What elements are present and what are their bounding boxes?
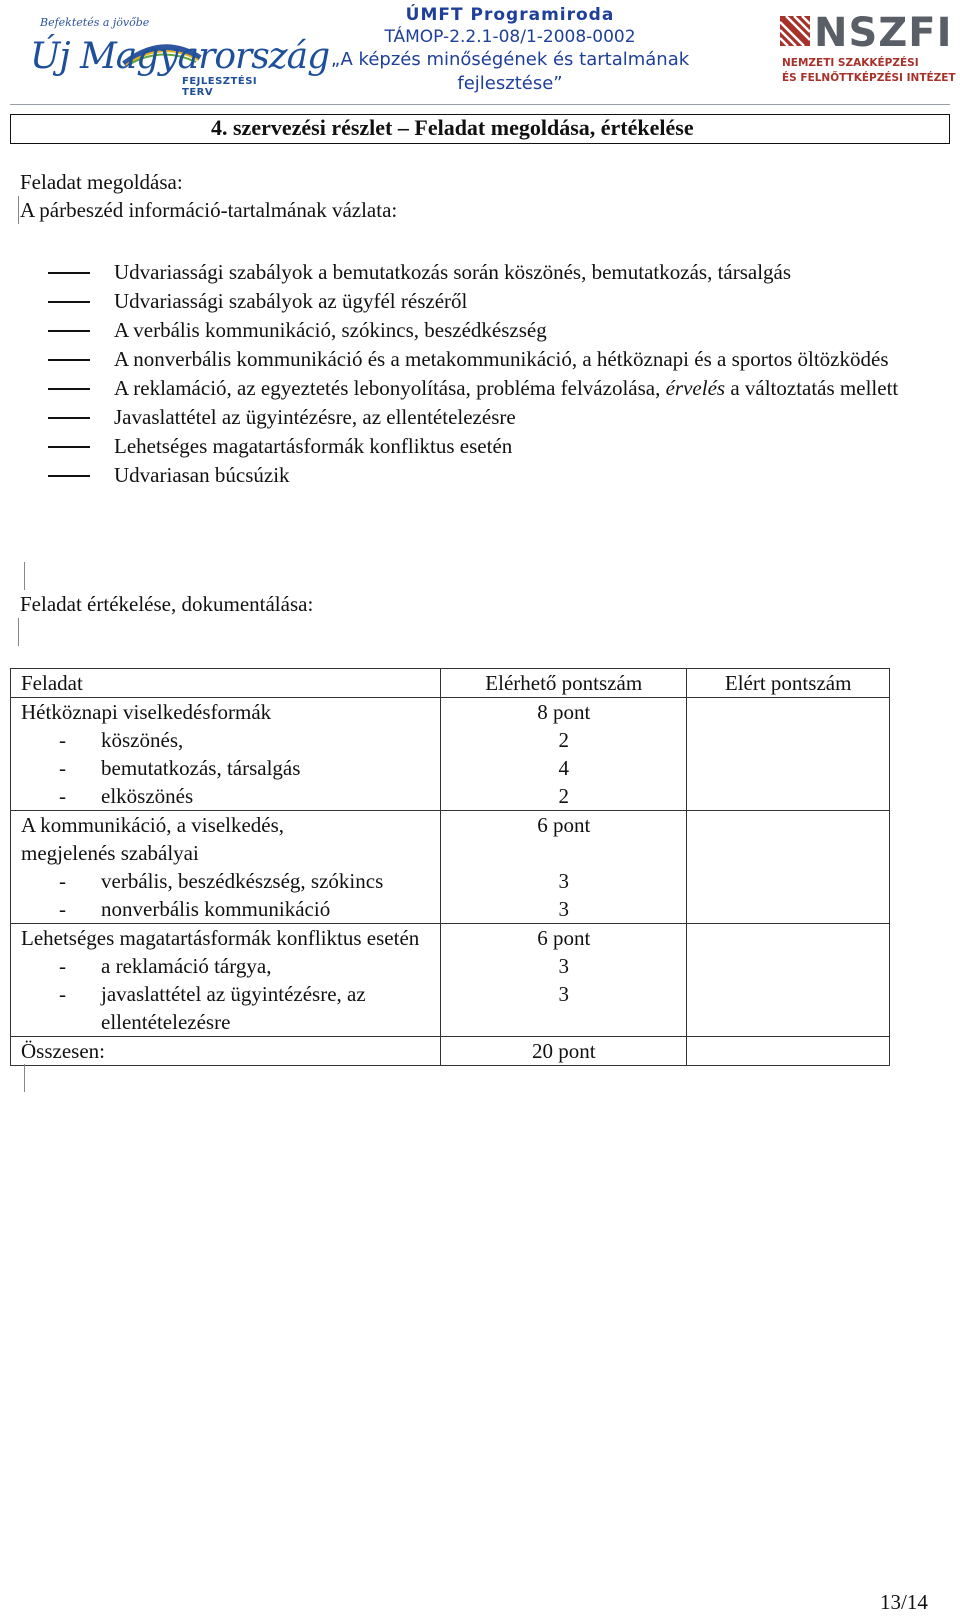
- list-item: Javaslattétel az ügyintézésre, az ellentételezésre: [48, 403, 948, 432]
- dash-bullet: [48, 272, 90, 274]
- evaluation-heading: Feladat értékelése, dokumentálása:: [20, 592, 314, 616]
- achieved-total-cell[interactable]: [687, 1037, 890, 1066]
- total-points: 20 pont: [441, 1037, 687, 1066]
- logo-subtitle: FEJLESZTÉSI TERV: [182, 76, 258, 98]
- italic-word: érvelés: [665, 376, 726, 400]
- program-title-line1: „A képzés minőségének és tartalmának: [330, 49, 690, 70]
- list-item: A verbális kommunikáció, szókincs, beszédkészség: [48, 316, 948, 345]
- table-row: Hétköznapi viselkedésformák 8 pont: [11, 698, 890, 727]
- list-item: Udvariassági szabályok az ügyfél részéről: [48, 287, 948, 316]
- table-row: - javaslattétel az ügyintézésre, az ellentételezésre 3: [11, 980, 890, 1037]
- nszfi-line2: ÉS FELNŐTTKÉPZÉSI INTÉZET: [782, 72, 956, 84]
- outline-list: [48, 258, 948, 490]
- achieved-score-cell[interactable]: [687, 924, 890, 953]
- header-divider: [10, 104, 950, 105]
- list-item: Udvariassági szabályok a bemutatkozás során köszönés, bemutatkozás, társalgás: [48, 258, 948, 287]
- nszfi-logo: [780, 10, 956, 92]
- program-office: ÚMFT Programiroda: [405, 5, 615, 25]
- solution-heading: Feladat megoldása:: [20, 170, 183, 194]
- list-item: A reklamáció, az egyeztetés lebonyolítása, probléma felvázolása, érvelés a változtatás mellett: [48, 374, 948, 403]
- table-header-row: [11, 669, 890, 698]
- program-title-line2: fejlesztése”: [457, 73, 563, 94]
- text-cursor-mark: [24, 562, 25, 590]
- dash-bullet: [48, 388, 90, 390]
- nszfi-line1: NEMZETI SZAKKÉPZÉSI: [782, 57, 919, 69]
- table-row: - nonverbális kommunikáció 3: [11, 895, 890, 924]
- table-row: Lehetséges magatartásformák konfliktus esetén 6 pont: [11, 924, 890, 953]
- table-row: - köszönés, 2: [11, 726, 890, 754]
- column-header: Elérhető pontszám: [441, 669, 687, 698]
- nszfi-name: NSZFI: [814, 10, 953, 56]
- achieved-score-cell[interactable]: [687, 698, 890, 727]
- dash-bullet: [48, 359, 90, 361]
- list-item: A nonverbális kommunikáció és a metakommunikáció, a hétköznapi és a sportos öltözködés: [48, 345, 948, 374]
- table-row: - verbális, beszédkészség, szókincs 3: [11, 867, 890, 895]
- list-item: Lehetséges magatartásformák konfliktus esetén: [48, 432, 948, 461]
- total-label: Összesen:: [11, 1037, 441, 1066]
- table-row: - elköszönés 2: [11, 782, 890, 811]
- nszfi-mark-icon: [780, 16, 810, 46]
- dash-bullet: [48, 475, 90, 477]
- section-title-box: [10, 114, 950, 144]
- dash-bullet: [48, 301, 90, 303]
- dash-bullet: [48, 330, 90, 332]
- column-header: Elért pontszám: [687, 669, 890, 698]
- text-cursor-mark: [18, 618, 19, 646]
- text-cursor-mark: [18, 196, 19, 224]
- page-number: 13/14: [880, 1590, 928, 1614]
- program-header: [280, 4, 740, 96]
- scoring-table: [10, 668, 890, 1066]
- text-cursor-mark: [24, 1064, 25, 1092]
- table-row: - bemutatkozás, társalgás 4: [11, 754, 890, 782]
- logo-tagline: Befektetés a jövőbe: [40, 16, 150, 29]
- uj-magyarorszag-logo: [30, 10, 330, 98]
- list-item: Udvariasan búcsúzik: [48, 461, 948, 490]
- column-header: Feladat: [11, 669, 441, 698]
- table-total-row: [11, 1037, 890, 1066]
- solution-subheading: A párbeszéd információ-tartalmának vázlata:: [20, 198, 398, 222]
- dash-bullet: [48, 446, 90, 448]
- achieved-score-cell[interactable]: [687, 811, 890, 868]
- table-row: - a reklamáció tárgya, 3: [11, 952, 890, 980]
- logo-name: Új Magyarország: [30, 36, 330, 77]
- section-title: 4. szervezési részlet – Feladat megoldása, értékelése: [211, 115, 694, 140]
- program-code: TÁMOP-2.2.1-08/1-2008-0002: [384, 27, 636, 47]
- dash-bullet: [48, 417, 90, 419]
- table-row: A kommunikáció, a viselkedés, megjelenés szabályai 6 pont: [11, 811, 890, 868]
